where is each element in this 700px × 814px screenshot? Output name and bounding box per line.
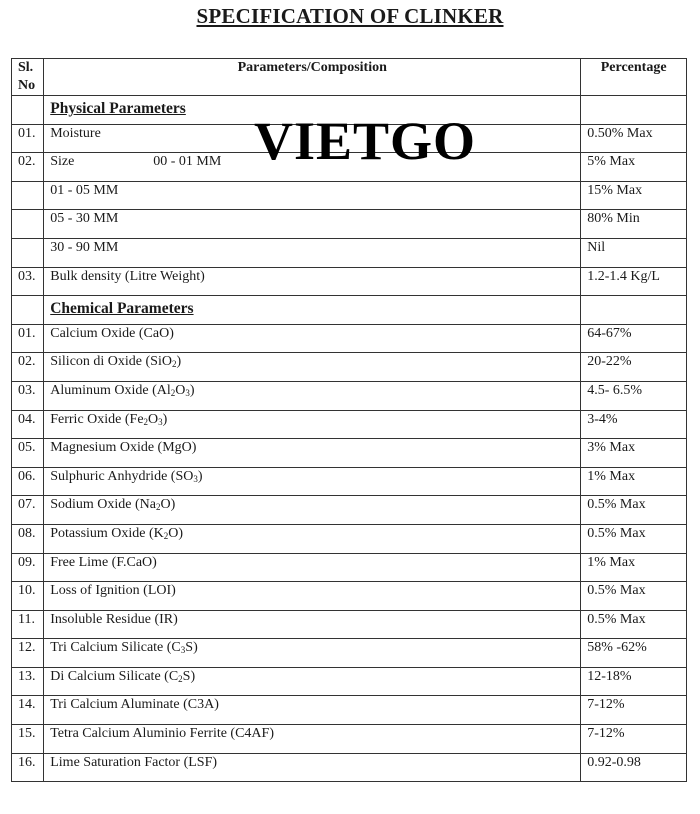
row-value: 0.5% Max	[581, 496, 687, 525]
table-row	[12, 753, 687, 782]
row-parameter: Lime Saturation Factor (LSF)	[44, 753, 581, 782]
table-row	[12, 610, 687, 639]
row-value: Nil	[581, 238, 687, 267]
row-value: 3% Max	[581, 439, 687, 468]
row-value: 80% Min	[581, 210, 687, 239]
row-sl: 08.	[12, 524, 44, 553]
row-value: 0.5% Max	[581, 610, 687, 639]
row-value: 1% Max	[581, 553, 687, 582]
subscript: 2	[156, 502, 161, 513]
row-value: 0.50% Max	[581, 124, 687, 153]
row-parameter	[44, 524, 581, 553]
parameter-text: Sulphuric Anhydride (SO	[50, 468, 194, 484]
parameter-text: Di Calcium Silicate (C	[50, 668, 179, 684]
size-label: Size	[50, 154, 75, 170]
table-row	[12, 639, 687, 668]
row-sl: 10.	[12, 582, 44, 611]
document-title: SPECIFICATION OF CLINKER	[196, 4, 504, 28]
subscript: 2	[178, 673, 183, 684]
parameter-text: )	[189, 382, 195, 398]
header-parameters: Parameters/Composition	[44, 59, 581, 96]
chemical-rows	[12, 324, 687, 782]
row-parameter	[44, 496, 581, 525]
row-value: 12-18%	[581, 667, 687, 696]
table-header-row	[12, 59, 687, 96]
parameter-text: Sodium Oxide (Na	[50, 497, 156, 513]
size-range: 05 - 30 MM	[44, 210, 581, 239]
row-parameter: Bulk density (Litre Weight)	[44, 267, 581, 296]
table-row	[12, 725, 687, 754]
size-range: 01 - 05 MM	[44, 181, 581, 210]
row-parameter	[44, 639, 581, 668]
parameter-text: O	[148, 411, 159, 427]
row-sl: 02.	[12, 353, 44, 382]
table-row	[12, 210, 687, 239]
subscript: 2	[143, 416, 149, 427]
row-parameter	[44, 467, 581, 496]
row-value: 64-67%	[581, 324, 687, 353]
table-row	[12, 667, 687, 696]
row-parameter	[44, 353, 581, 382]
row-value: 5% Max	[581, 153, 687, 182]
row-sl: 01.	[12, 124, 44, 153]
row-parameter: Insoluble Residue (IR)	[44, 610, 581, 639]
table-row	[12, 439, 687, 468]
row-sl: 05.	[12, 439, 44, 468]
parameter-text: S)	[185, 640, 198, 656]
row-sl: 02.	[12, 153, 44, 182]
row-value: 0.5% Max	[581, 524, 687, 553]
row-parameter: Magnesium Oxide (MgO)	[44, 439, 581, 468]
parameter-text: Tri Calcium Silicate (C	[50, 640, 181, 656]
parameter-text: S)	[182, 668, 196, 684]
table-row	[12, 267, 687, 296]
table-row	[12, 524, 687, 553]
row-sl: 04.	[12, 410, 44, 439]
row-value: 4.5- 6.5%	[581, 381, 687, 410]
row-value: 0.5% Max	[581, 582, 687, 611]
row-value: 0.92-0.98	[581, 753, 687, 782]
row-parameter: Moisture	[44, 124, 581, 153]
row-sl: 15.	[12, 725, 44, 754]
row-sl: 09.	[12, 553, 44, 582]
table-row	[12, 696, 687, 725]
table-row	[12, 467, 687, 496]
row-value: 1.2-1.4 Kg/L	[581, 267, 687, 296]
row-value: 7-12%	[581, 696, 687, 725]
watermark: VIETGO	[254, 111, 477, 171]
subscript: 2	[163, 530, 169, 541]
parameter-text: O)	[160, 497, 176, 513]
size-range: 00 - 01 MM	[153, 154, 222, 170]
section-row-chemical	[12, 296, 687, 325]
row-sl: 03.	[12, 267, 44, 296]
row-parameter: Tri Calcium Aluminate (C3A)	[44, 696, 581, 725]
row-sl: 16.	[12, 753, 44, 782]
table-row	[12, 238, 687, 267]
parameter-text: Aluminum Oxide (Al	[50, 382, 171, 398]
subscript: 3	[193, 473, 198, 484]
parameter-text: Potassium Oxide (K	[50, 525, 164, 541]
section-heading-chemical: Chemical Parameters	[50, 300, 194, 318]
subscript: 3	[185, 387, 190, 398]
row-parameter	[44, 667, 581, 696]
row-value: 3-4%	[581, 410, 687, 439]
row-sl: 11.	[12, 610, 44, 639]
table-row	[12, 496, 687, 525]
row-parameter: Free Lime (F.CaO)	[44, 553, 581, 582]
table-row	[12, 324, 687, 353]
parameter-text: Silicon di Oxide (SiO	[50, 354, 172, 370]
header-sl-no: Sl. No	[12, 59, 44, 96]
parameter-text: )	[176, 354, 182, 370]
parameter-text: )	[197, 468, 203, 484]
table-row	[12, 582, 687, 611]
parameter-text: )	[162, 411, 168, 427]
table-row	[12, 181, 687, 210]
subscript: 3	[158, 416, 163, 427]
row-sl: 03.	[12, 381, 44, 410]
table-row	[12, 381, 687, 410]
parameter-text: Ferric Oxide (Fe	[50, 411, 144, 427]
row-sl: 14.	[12, 696, 44, 725]
row-sl: 12.	[12, 639, 44, 668]
parameter-text: O	[175, 382, 186, 398]
row-parameter	[44, 410, 581, 439]
row-sl: 06.	[12, 467, 44, 496]
row-sl: 13.	[12, 667, 44, 696]
row-value: 1% Max	[581, 467, 687, 496]
row-sl: 01.	[12, 324, 44, 353]
size-range: 30 - 90 MM	[44, 238, 581, 267]
row-parameter: Tetra Calcium Aluminio Ferrite (C4AF)	[44, 725, 581, 754]
table-row	[12, 353, 687, 382]
row-value: 7-12%	[581, 725, 687, 754]
row-value: 58% -62%	[581, 639, 687, 668]
header-percentage: Percentage	[581, 59, 687, 96]
section-heading-physical: Physical Parameters	[50, 100, 186, 117]
subscript: 2	[170, 387, 176, 398]
row-value: 20-22%	[581, 353, 687, 382]
parameter-text: O)	[168, 525, 184, 541]
row-parameter: Loss of Ignition (LOI)	[44, 582, 581, 611]
subscript: 2	[171, 359, 177, 370]
subscript: 3	[180, 645, 186, 656]
row-parameter	[44, 381, 581, 410]
table-row	[12, 410, 687, 439]
row-parameter: Calcium Oxide (CaO)	[44, 324, 581, 353]
row-value: 15% Max	[581, 181, 687, 210]
row-sl: 07.	[12, 496, 44, 525]
table-row	[12, 553, 687, 582]
